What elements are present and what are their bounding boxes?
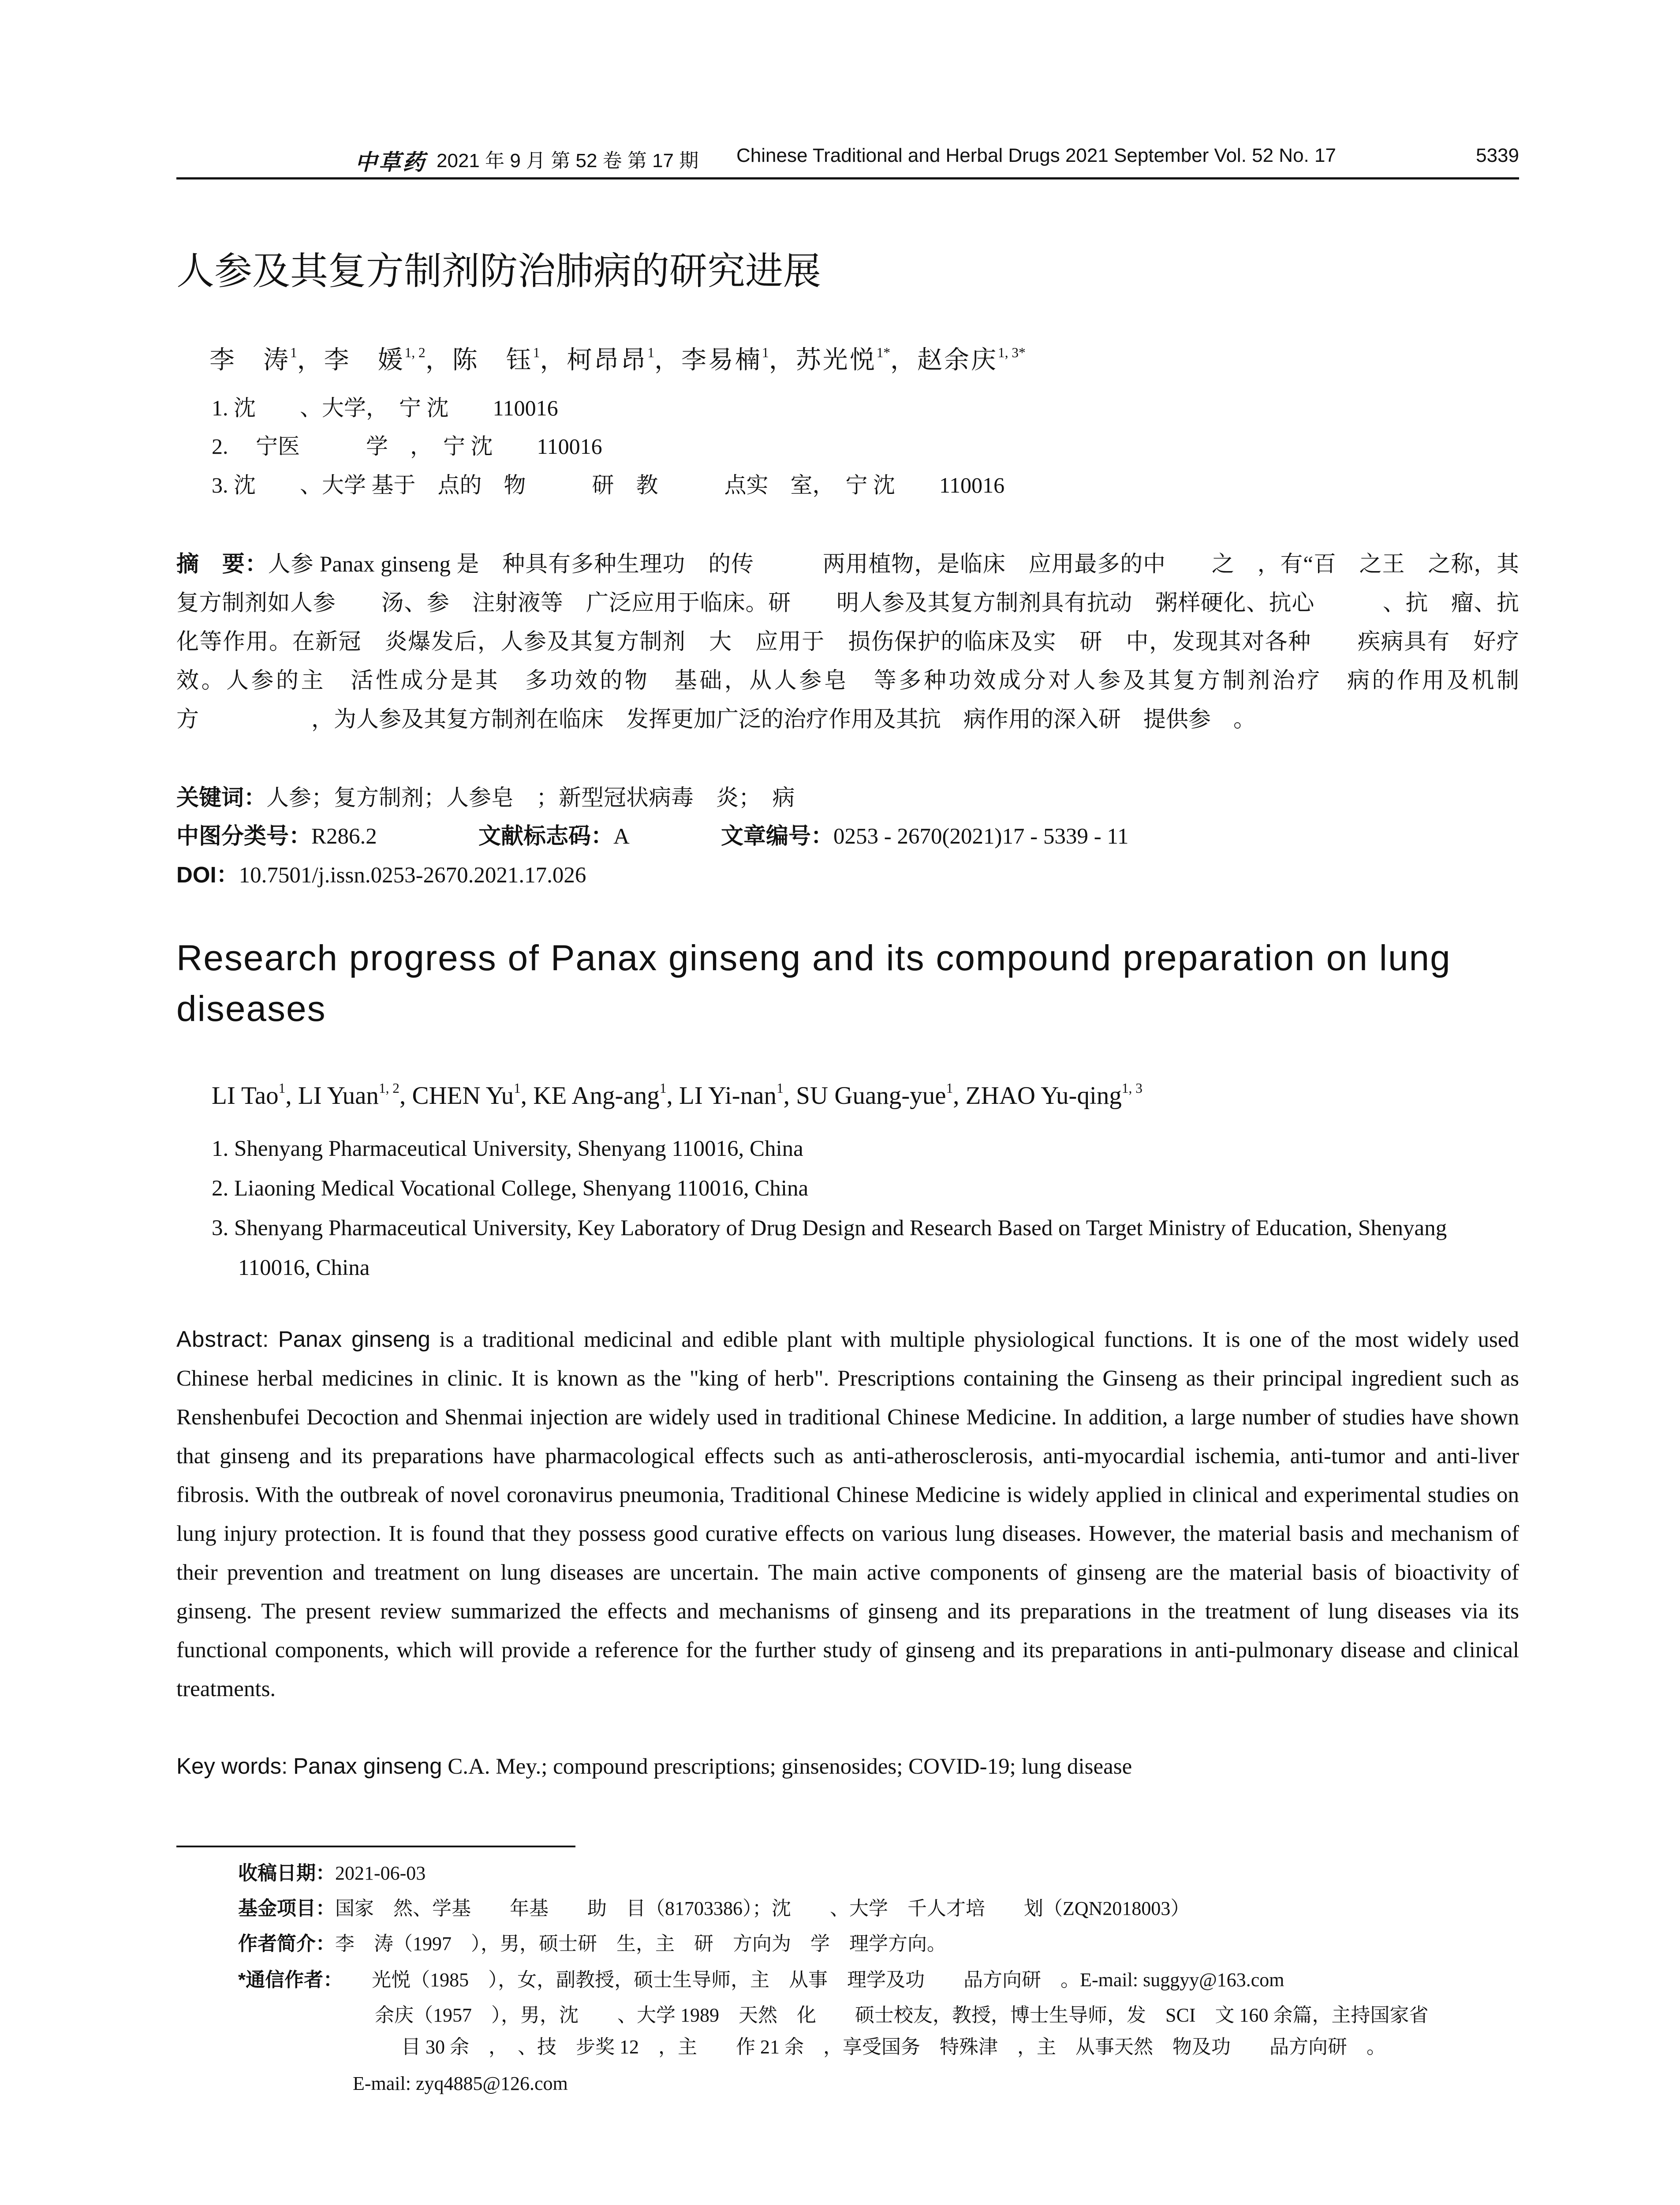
keywords-text-en: C.A. Mey.; compound prescriptions; ginsenosides; COVID-19; lung disease xyxy=(442,1754,1132,1779)
author-bio-value: 李 涛（1997 ），男，硕士研 生，主 研 方向为 学 理学方向。 xyxy=(335,1933,946,1955)
issue-info-en: Chinese Traditional and Herbal Drugs 2021 September Vol. 52 No. 17 xyxy=(736,145,1336,166)
affiliation-cn-1: 1. 沈 、大学， 宁 沈 110016 xyxy=(212,396,558,420)
article-number xyxy=(721,817,1129,856)
author-en-name: KE Ang-ang xyxy=(533,1082,660,1110)
footnote-rule xyxy=(176,1846,575,1847)
funding-label: 基金项目： xyxy=(238,1898,335,1919)
author-en-1 xyxy=(212,1082,285,1110)
article-title-cn: 人参及其复方制剂防治肺病的研究进展 xyxy=(176,250,821,292)
doi-label: DOI： xyxy=(176,862,239,887)
author-en-name: LI Tao xyxy=(212,1082,279,1110)
author-cn-4 xyxy=(567,346,654,374)
corresponding-author-1-text: 光悦（1985 ），女，副教授，硕士生导师，主 从事 理学及功 品方向研 。E-mail: suggyy@163.com xyxy=(352,1969,1284,1991)
author-cn-affil-mark: 1* xyxy=(876,344,891,360)
affiliation-cn-3: 3. 沈 、大学 基于 点的 物 研 教 点实 室， 宁 沈 110016 xyxy=(212,473,1005,497)
received-date xyxy=(238,1860,426,1887)
keywords-species-en: Panax ginseng xyxy=(293,1753,442,1779)
author-bio xyxy=(238,1931,946,1957)
document-code-value: A xyxy=(613,824,630,849)
article-number-value: 0253 - 2670(2021)17 - 5339 - 11 xyxy=(833,824,1129,849)
keywords-cn xyxy=(176,778,1519,818)
abstract-cn xyxy=(176,545,1587,739)
author-cn-6 xyxy=(796,346,890,374)
author-cn-affil-mark: 1, 2 xyxy=(404,344,426,360)
clc-label: 中图分类号： xyxy=(176,823,312,848)
author-cn-name: 苏光悦 xyxy=(795,346,877,374)
author-en-affil-mark: 1 xyxy=(659,1080,667,1096)
article-title-en: Research progress of Panax ginseng and its compound preparation on lung diseases xyxy=(176,938,1451,1029)
affiliation-en-3: 3. Shenyang Pharmaceutical University, Key Laboratory of Drug Design and Research Based on Target Ministry of Education, Shenyang 110016, China xyxy=(212,1216,1447,1280)
author-cn-affil-mark: 1 xyxy=(533,344,540,360)
author-cn-7 xyxy=(917,346,1026,374)
header-rule xyxy=(176,177,1519,179)
author-bio-label: 作者简介： xyxy=(238,1933,335,1955)
abstract-en xyxy=(176,1320,1519,1708)
author-cn-name: 李 涛 xyxy=(209,346,290,374)
document-code-label: 文献标志码： xyxy=(478,823,614,848)
corresponding-label: *通信作者： xyxy=(238,1969,333,1991)
author-cn-name: 柯昂昂 xyxy=(567,346,648,374)
abstract-label-en: Abstract: xyxy=(176,1327,269,1352)
corresponding-author-1 xyxy=(238,1967,1284,1993)
author-cn-affil-mark: 1 xyxy=(647,344,655,360)
author-list-cn: 李 涛$^1$，李 媛$^{1, 2}$，陈 钰$^1$，柯昂昂$^1$，李易楠$^1$，苏光悦$^{1*}$，赵余庆$^{1, 3*}$ xyxy=(209,344,1026,374)
affiliation-en-1: 1. Shenyang Pharmaceutical University, Shenyang 110016, China xyxy=(212,1136,803,1161)
author-en-name: CHEN Yu xyxy=(412,1082,514,1110)
keywords-label-cn: 关键词： xyxy=(176,785,267,810)
corresponding-author-2-cont: 目 30 余 ， 、技 步奖 12 ，主 作 21 余 ，享受国务 特殊津 ，主 从事天然 物及功 品方向研 。 xyxy=(401,2036,1386,2058)
funding-note xyxy=(238,1895,1190,1922)
author-cn-name: 陈 钰 xyxy=(452,346,533,374)
keywords-en xyxy=(176,1753,1132,1779)
author-cn-name: 李易楠 xyxy=(681,346,762,374)
author-en-5 xyxy=(679,1082,784,1110)
funding-value: 国家 然、学基 年基 助 目（81703386）；沈 、大学 千人才培 划（ZQN2018003） xyxy=(335,1898,1190,1919)
author-cn-name: 李 媛 xyxy=(324,346,405,374)
keywords-label-en: Key words: xyxy=(176,1753,288,1779)
received-label: 收稿日期： xyxy=(238,1862,335,1884)
abstract-label-cn: 摘 要： xyxy=(176,551,268,576)
article-number-label: 文章编号： xyxy=(721,823,834,848)
affiliation-en-2: 2. Liaoning Medical Vocational College, Shenyang 110016, China xyxy=(212,1176,809,1201)
author-en-name: LI Yuan xyxy=(298,1082,379,1110)
affiliation-cn-2: 2. 宁医 学 ， 宁 沈 110016 xyxy=(212,434,602,459)
abstract-text-cn: 人参 Panax ginseng 是 种具有多种生理功 的传 两用植物，是临床 应用最多的中 之 ，有“百 之王 之称，其复方制剂如人参 汤、参 注射液等 广泛应用于临床。研 明人参及其复方制剂具有抗动 粥样硬化、抗心 、抗 瘤、抗 化等作用。在新冠 炎爆发后，人参及其复方制剂 大 应用于 损伤保护的临床及实 研 中，发现其对各种 疾病具有 好疗效。人参的主 活性成分是其 多功效的物 基础，从人参皂 等多种功效成分对人参及其复方制剂治疗 病的作用及机制方 ，为人参及其复方制剂在临床 发挥更加广泛的治疗作用及其抗 病作用的深入研 提供参 。 xyxy=(176,552,1587,732)
author-cn-affil-mark: 1 xyxy=(290,344,297,360)
author-en-name: ZHAO Yu-qing xyxy=(965,1082,1122,1110)
author-en-affil-mark: 1, 3 xyxy=(1121,1080,1142,1096)
document-code xyxy=(478,817,630,856)
author-cn-2 xyxy=(324,346,426,374)
author-cn-3 xyxy=(452,346,540,374)
corresponding-author-2-email: E-mail: zyq4885@126.com xyxy=(353,2073,568,2094)
doi-value: 10.7501/j.issn.0253-2670.2021.17.026 xyxy=(239,863,586,888)
author-en-4 xyxy=(533,1082,666,1110)
author-en-affil-mark: 1 xyxy=(278,1080,286,1096)
doi xyxy=(176,856,1519,895)
author-en-affil-mark: 1 xyxy=(946,1080,953,1096)
author-en-affil-mark: 1 xyxy=(514,1080,521,1096)
author-list-en: LI Tao$^1$, LI Yuan$^{1, 2}$, CHEN Yu$^1$, KE Ang-ang$^1$, LI Yi-nan$^1$, SU Guang-yue$^1$, ZHAO Yu-qing$^{1, 3}$ xyxy=(212,1080,1142,1110)
author-en-7 xyxy=(966,1082,1142,1110)
author-en-name: LI Yi-nan xyxy=(679,1082,777,1110)
author-cn-5 xyxy=(681,346,769,374)
clc-value: R286.2 xyxy=(311,824,377,849)
author-cn-affil-mark: 1, 3* xyxy=(998,344,1026,360)
author-en-3 xyxy=(412,1082,520,1110)
author-en-name: SU Guang-yue xyxy=(796,1082,946,1110)
running-header xyxy=(176,145,1519,176)
author-cn-1 xyxy=(209,346,297,374)
author-cn-name: 赵余庆 xyxy=(917,346,998,374)
abstract-species-en: Panax ginseng xyxy=(278,1327,430,1352)
journal-logo: 中草药 xyxy=(355,150,426,175)
author-cn-affil-mark: 1 xyxy=(762,344,769,360)
author-en-affil-mark: 1 xyxy=(777,1080,784,1096)
author-en-2 xyxy=(298,1082,399,1110)
abstract-text-en: is a traditional medicinal and edible plant with multiple physiological functions. It is one of the most widely used Chinese herbal medicines in clinic. It is known as the "king of herb". Prescriptions containing the Ginseng as their principal ingredient such as Renshenbufei Decoction and Shenmai injection are widely used in traditional Chinese Medicine. In addition, a large number of studies have shown that ginseng and its preparations have pharmacological effects such as anti-atherosclerosis, anti-myocardial ischemia, anti-tumor and anti-liver fibrosis. With the outbreak of novel coronavirus pneumonia, Traditional Chinese Medicine is widely applied in clinical and experimental studies on lung injury protection. It is found that they possess good curative effects on various lung diseases. However, the material basis and mechanism of their prevention and treatment on lung diseases are uncertain. The main active components of ginseng are the material basis of bioactivity of ginseng. The present review summarized the effects and mechanisms of ginseng and its preparations in the treatment of lung diseases via its functional components, which will provide a reference for the further study of ginseng and its preparations in anti-pulmonary disease and clinical treatments. xyxy=(176,1327,1519,1701)
author-en-affil-mark: 1, 2 xyxy=(378,1080,399,1096)
keywords-text-cn: 人参；复方制剂；人参皂 ；新型冠状病毒 炎； 病 xyxy=(266,786,795,811)
author-en-6 xyxy=(796,1082,953,1110)
issue-info-cn: 2021 年 9 月 第 52 卷 第 17 期 xyxy=(437,150,699,172)
corresponding-author-2: 余庆（1957 ），男，沈 、大学 1989 天然 化 硕士校友，教授，博士生导师，发 SCI 文 160 余篇，主持国家省 xyxy=(375,2004,1429,2026)
page-number: 5339 xyxy=(1476,145,1519,166)
clc-number xyxy=(176,817,377,856)
received-value: 2021-06-03 xyxy=(335,1862,426,1884)
